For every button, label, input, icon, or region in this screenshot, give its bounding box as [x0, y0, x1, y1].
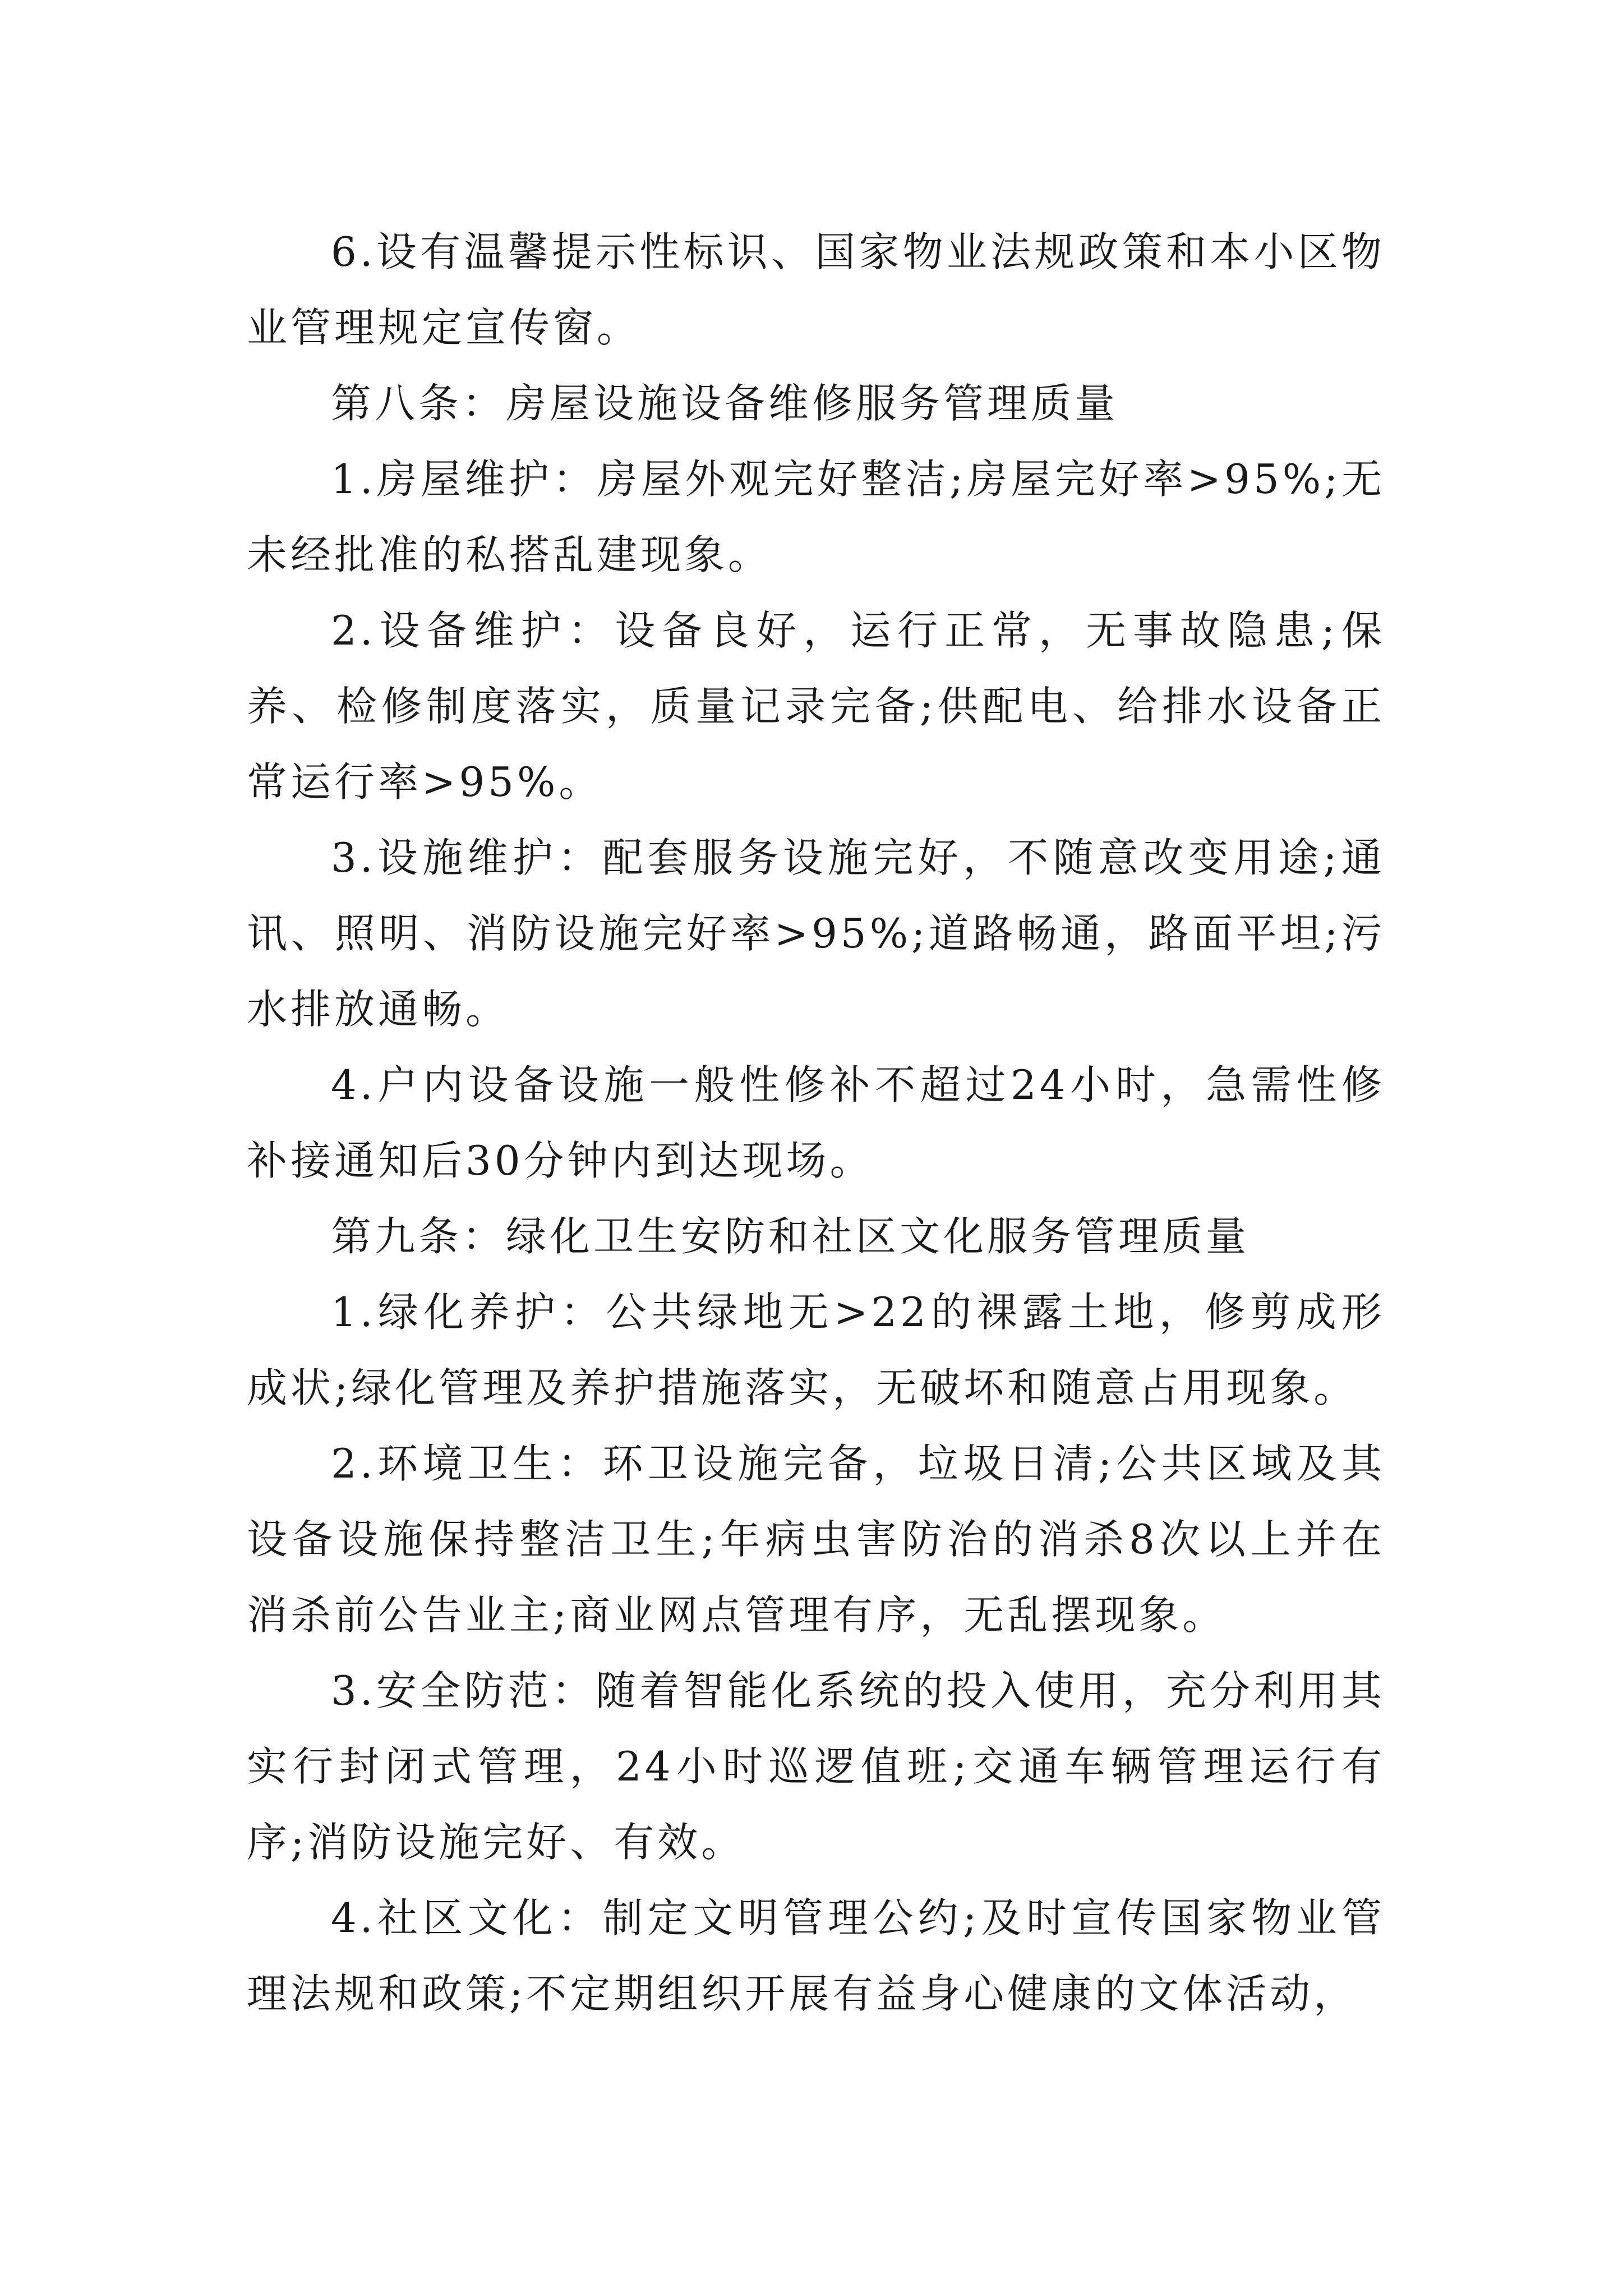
paragraph-item-6-notice: 6.设有温馨提示性标识、国家物业法规政策和本小区物业管理规定宣传窗。: [247, 228, 1385, 351]
document-page: [247, 214, 1385, 2032]
paragraph-security: 3.安全防范：随着智能化系统的投入使用，充分利用其实行封闭式管理，24小时巡逻值班;交通车辆管理运行有序;消防设施完好、有效。: [247, 1667, 1385, 1866]
paragraph-greening: 1.绿化养护：公共绿地无>22的裸露土地，修剪成形成状;绿化管理及养护措施落实，无破坏和随意占用现象。: [247, 1289, 1385, 1411]
paragraph-facility-maintenance: 3.设施维护：配套服务设施完好，不随意改变用途;通讯、照明、消防设施完好率>95%;道路畅通，路面平坦;污水排放通畅。: [247, 834, 1385, 1033]
paragraph-sanitation: 2.环境卫生：环卫设施完备，垃圾日清;公共区域及其设备设施保持整洁卫生;年病虫害防治的消杀8次以上并在消杀前公告业主;商业网点管理有序，无乱摆现象。: [247, 1440, 1385, 1639]
article-8-heading: 第八条：房屋设施设备维修服务管理质量: [331, 380, 1119, 427]
paragraph-equipment-maintenance: 2.设备维护：设备良好，运行正常，无事故隐患;保养、检修制度落实，质量记录完备;供配电、给排水设备正常运行率>95%。: [247, 607, 1385, 806]
paragraph-indoor-repair: 4.户内设备设施一般性修补不超过24小时，急需性修补接通知后30分钟内到达现场。: [247, 1061, 1385, 1184]
paragraph-house-maintenance: 1.房屋维护：房屋外观完好整洁;房屋完好率>95%;无未经批准的私搭乱建现象。: [247, 455, 1385, 578]
article-9-heading: 第九条：绿化卫生安防和社区文化服务管理质量: [331, 1213, 1250, 1260]
paragraph-community-culture: 4.社区文化：制定文明管理公约;及时宣传国家物业管理法规和政策;不定期组织开展有益身心健康的文体活动，: [247, 1894, 1385, 2017]
